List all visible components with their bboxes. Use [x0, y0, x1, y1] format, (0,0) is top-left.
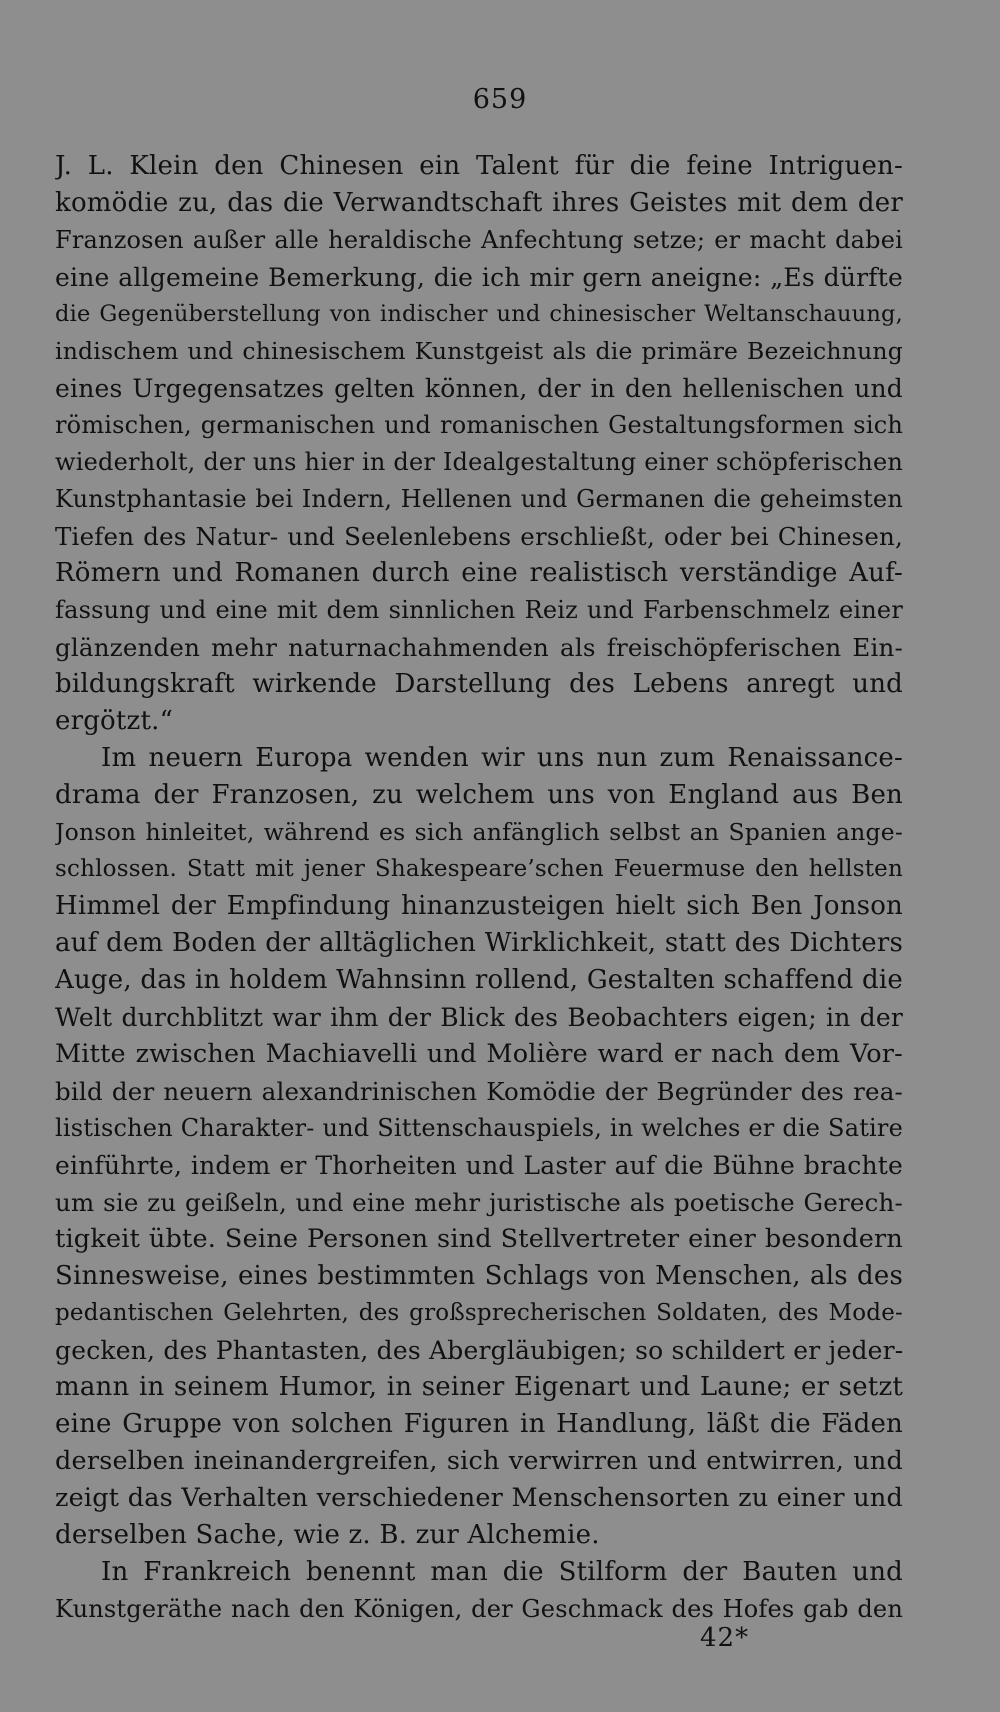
- text-line: mann in seinem Humor, in seiner Eigenart und Laune; er setzt: [55, 1372, 903, 1402]
- text-line: Im neuern Europa wenden wir uns nun zum Renaissance-: [101, 743, 903, 773]
- text-line: gecken, des Phantasten, des Abergläubigen; so schildert er jeder-: [55, 1336, 903, 1365]
- text-line: In Frankreich benennt man die Stilform der Bauten und: [101, 1557, 903, 1587]
- text-line: die Gegenüberstellung von indischer und chinesischer Weltanschauung,: [55, 301, 903, 327]
- text-line: eine Gruppe von solchen Figuren in Handlung, läßt die Fäden: [55, 1409, 903, 1439]
- body-text: [55, 148, 903, 1628]
- text-line: eine allgemeine Bemerkung, die ich mir gern aneigne: „Es dürfte: [55, 263, 903, 292]
- page-number: 659: [472, 84, 528, 115]
- text-line: Römern und Romanen durch eine realistisch verständige Auf-: [55, 558, 903, 588]
- text-line: schlossen. Statt mit jener Shakespeare’schen Feuermuse den hellsten: [55, 856, 903, 882]
- signature-mark: 42*: [700, 1623, 750, 1653]
- text-line: drama der Franzosen, zu welchem uns von England aus Ben: [55, 780, 903, 810]
- text-line: indischem und chinesischem Kunstgeist als die primäre Bezeichnung: [55, 337, 903, 365]
- text-line: um sie zu geißeln, und eine mehr juristische als poetische Gerech-: [55, 1188, 903, 1217]
- text-line: tigkeit übte. Seine Personen sind Stellvertreter einer besondern: [55, 1224, 903, 1254]
- text-line: listischen Charakter- und Sittenschauspiels, in welches er die Satire: [55, 1114, 903, 1142]
- text-line: glänzenden mehr naturnachahmenden als freischöpferischen Ein-: [55, 633, 903, 662]
- text-line: Jonson hinleitet, während es sich anfänglich selbst an Spanien ange-: [55, 818, 903, 846]
- text-line: pedantischen Gelehrten, des großsprecherischen Soldaten, des Mode-: [55, 1300, 903, 1326]
- text-line: ergötzt.“: [55, 706, 174, 736]
- text-line: Tiefen des Natur- und Seelenlebens erschließt, oder bei Chinesen,: [55, 522, 903, 551]
- text-line: Sinnesweise, eines bestimmten Schlags von Menschen, als des: [55, 1261, 903, 1291]
- text-line: zeigt das Verhalten verschiedener Menschensorten zu einer und: [55, 1483, 903, 1513]
- text-line: einführte, indem er Thorheiten und Laster auf die Bühne brachte: [55, 1151, 903, 1180]
- text-line: J. L. Klein den Chinesen ein Talent für die feine Intriguen-: [55, 151, 903, 181]
- text-line: Kunstgeräthe nach den Königen, der Geschmack des Hofes gab den: [55, 1595, 903, 1623]
- text-line: komödie zu, das die Verwandtschaft ihres Geistes mit dem der: [55, 188, 903, 218]
- text-line: wiederholt, der uns hier in der Idealgestaltung einer schöpferischen: [55, 448, 903, 476]
- text-line: Franzosen außer alle heraldische Anfechtung setze; er macht dabei: [55, 226, 903, 254]
- text-line: fassung und eine mit dem sinnlichen Reiz und Farbenschmelz einer: [55, 596, 903, 624]
- text-line: römischen, germanischen und romanischen Gestaltungsformen sich: [55, 411, 903, 439]
- text-line: Mitte zwischen Machiavelli und Molière ward er nach dem Vor-: [55, 1039, 903, 1069]
- text-line: derselben Sache, wie z. B. zur Alchemie.: [55, 1520, 600, 1550]
- text-line: bildungskraft wirkende Darstellung des Lebens anregt und: [55, 669, 903, 699]
- text-line: eines Urgegensatzes gelten können, der in den hellenischen und: [55, 374, 903, 403]
- text-line: Kunstphantasie bei Indern, Hellenen und Germanen die geheimsten: [55, 485, 903, 513]
- text-line: auf dem Boden der alltäglichen Wirklichkeit, statt des Dichters: [55, 928, 903, 958]
- text-line: Auge, das in holdem Wahnsinn rollend, Gestalten schaffend die: [55, 965, 903, 995]
- text-line: Welt durchblitzt war ihm der Blick des Beobachters eigen; in der: [55, 1003, 903, 1032]
- text-line: derselben ineinandergreifen, sich verwirren und entwirren, und: [55, 1446, 903, 1476]
- text-line: bild der neuern alexandrinischen Komödie der Begründer des rea-: [55, 1077, 903, 1106]
- text-line: Himmel der Empfindung hinanzusteigen hielt sich Ben Jonson: [55, 891, 903, 921]
